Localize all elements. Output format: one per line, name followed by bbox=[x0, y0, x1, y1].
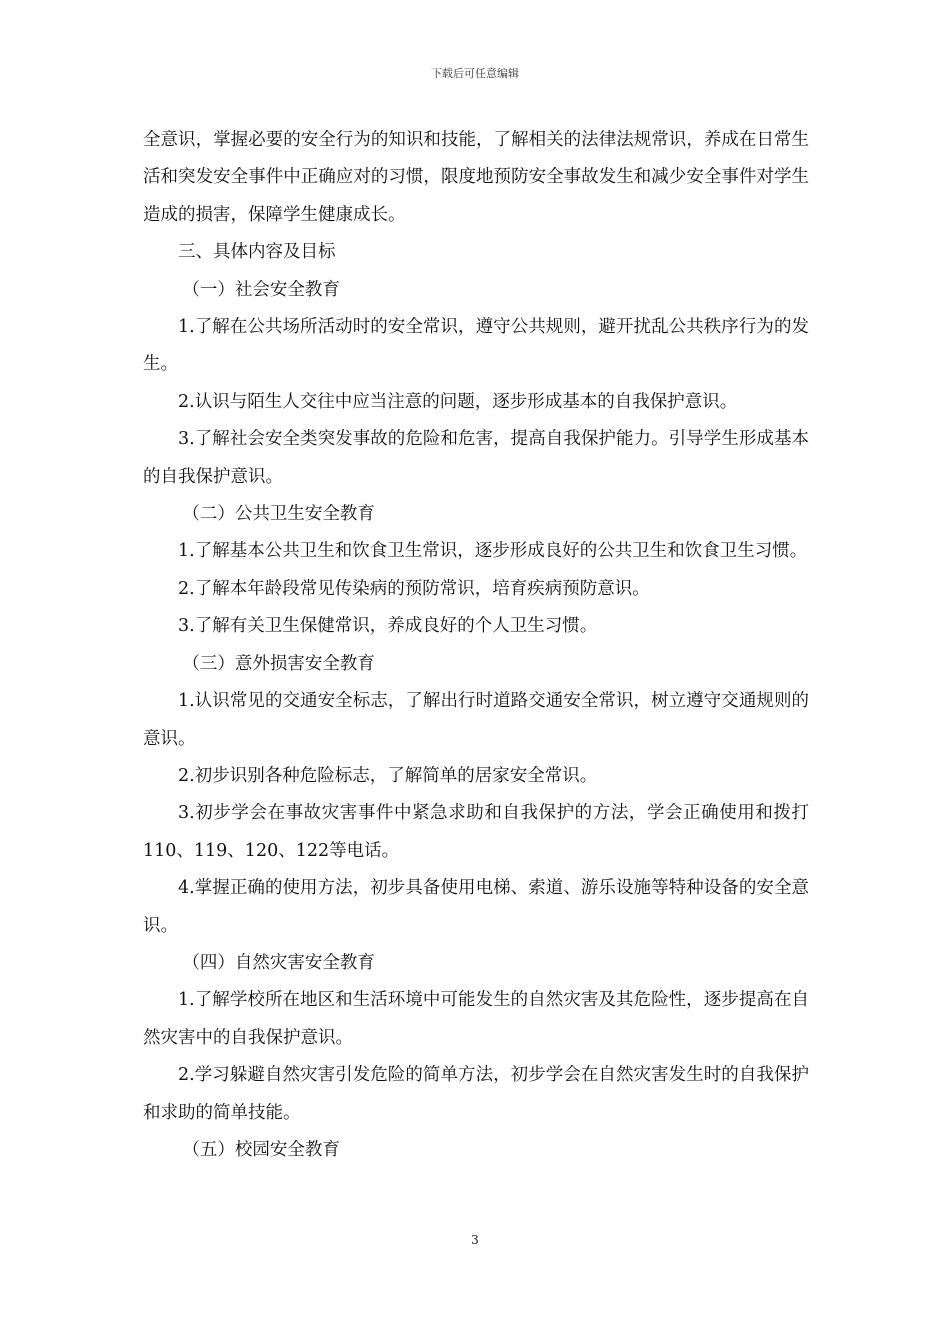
document-body bbox=[143, 122, 809, 1169]
subsection-heading-social-safety: （一）社会安全教育 bbox=[182, 279, 340, 300]
list-item: 2.了解本年龄段常见传染病的预防常识，培育疾病预防意识。 bbox=[178, 578, 650, 599]
subsection-heading-natural-disaster: （四）自然灾害安全教育 bbox=[182, 952, 375, 973]
page-number: 3 bbox=[471, 1233, 479, 1247]
list-item: 4.掌握正确的使用方法，初步具备使用电梯、索道、游乐设施等特种设备的安全意识。 bbox=[143, 878, 809, 936]
subsection-heading-accident: （三）意外损害安全教育 bbox=[182, 653, 375, 674]
list-item: 2.认识与陌生人交往中应当注意的问题，逐步形成基本的自我保护意识。 bbox=[178, 391, 738, 412]
list-item: 1.了解学校所在地区和生活环境中可能发生的自然灾害及其危险性，逐步提高在自然灾害中的自我保护意识。 bbox=[143, 990, 809, 1048]
list-item: 3.了解社会安全类突发事故的危险和危害，提高自我保护能力。引导学生形成基本的自我保护意识。 bbox=[143, 429, 809, 487]
subsection-heading-campus: （五）校园安全教育 bbox=[182, 1139, 340, 1160]
paragraph-continuation: 全意识，掌握必要的安全行为的知识和技能，了解相关的法律法规常识，养成在日常生活和突发安全事件中正确应对的习惯，限度地预防安全事故发生和减少安全事件对学生造成的损害，保障学生健康成长。 bbox=[143, 130, 809, 225]
list-item: 1.认识常见的交通安全标志，了解出行时道路交通安全常识，树立遵守交通规则的意识。 bbox=[143, 691, 809, 749]
list-item: 2.学习躲避自然灾害引发危险的简单方法，初步学会在自然灾害发生时的自我保护和求助的简单技能。 bbox=[143, 1065, 809, 1123]
section-heading: 三、具体内容及目标 bbox=[178, 242, 336, 263]
list-item: 3.初步学会在事故灾害事件中紧急求助和自我保护的方法，学会正确使用和拨打110、119、120、122等电话。 bbox=[143, 803, 809, 861]
page-header: 下载后可任意编辑 bbox=[431, 67, 519, 80]
list-item: 2.初步识别各种危险标志，了解简单的居家安全常识。 bbox=[178, 765, 598, 786]
list-item: 1.了解在公共场所活动时的安全常识，遵守公共规则，避开扰乱公共秩序行为的发生。 bbox=[143, 317, 809, 375]
list-item: 1.了解基本公共卫生和饮食卫生常识，逐步形成良好的公共卫生和饮食卫生习惯。 bbox=[178, 541, 808, 562]
list-item: 3.了解有关卫生保健常识，养成良好的个人卫生习惯。 bbox=[178, 616, 598, 637]
subsection-heading-public-health: （二）公共卫生安全教育 bbox=[182, 504, 375, 525]
